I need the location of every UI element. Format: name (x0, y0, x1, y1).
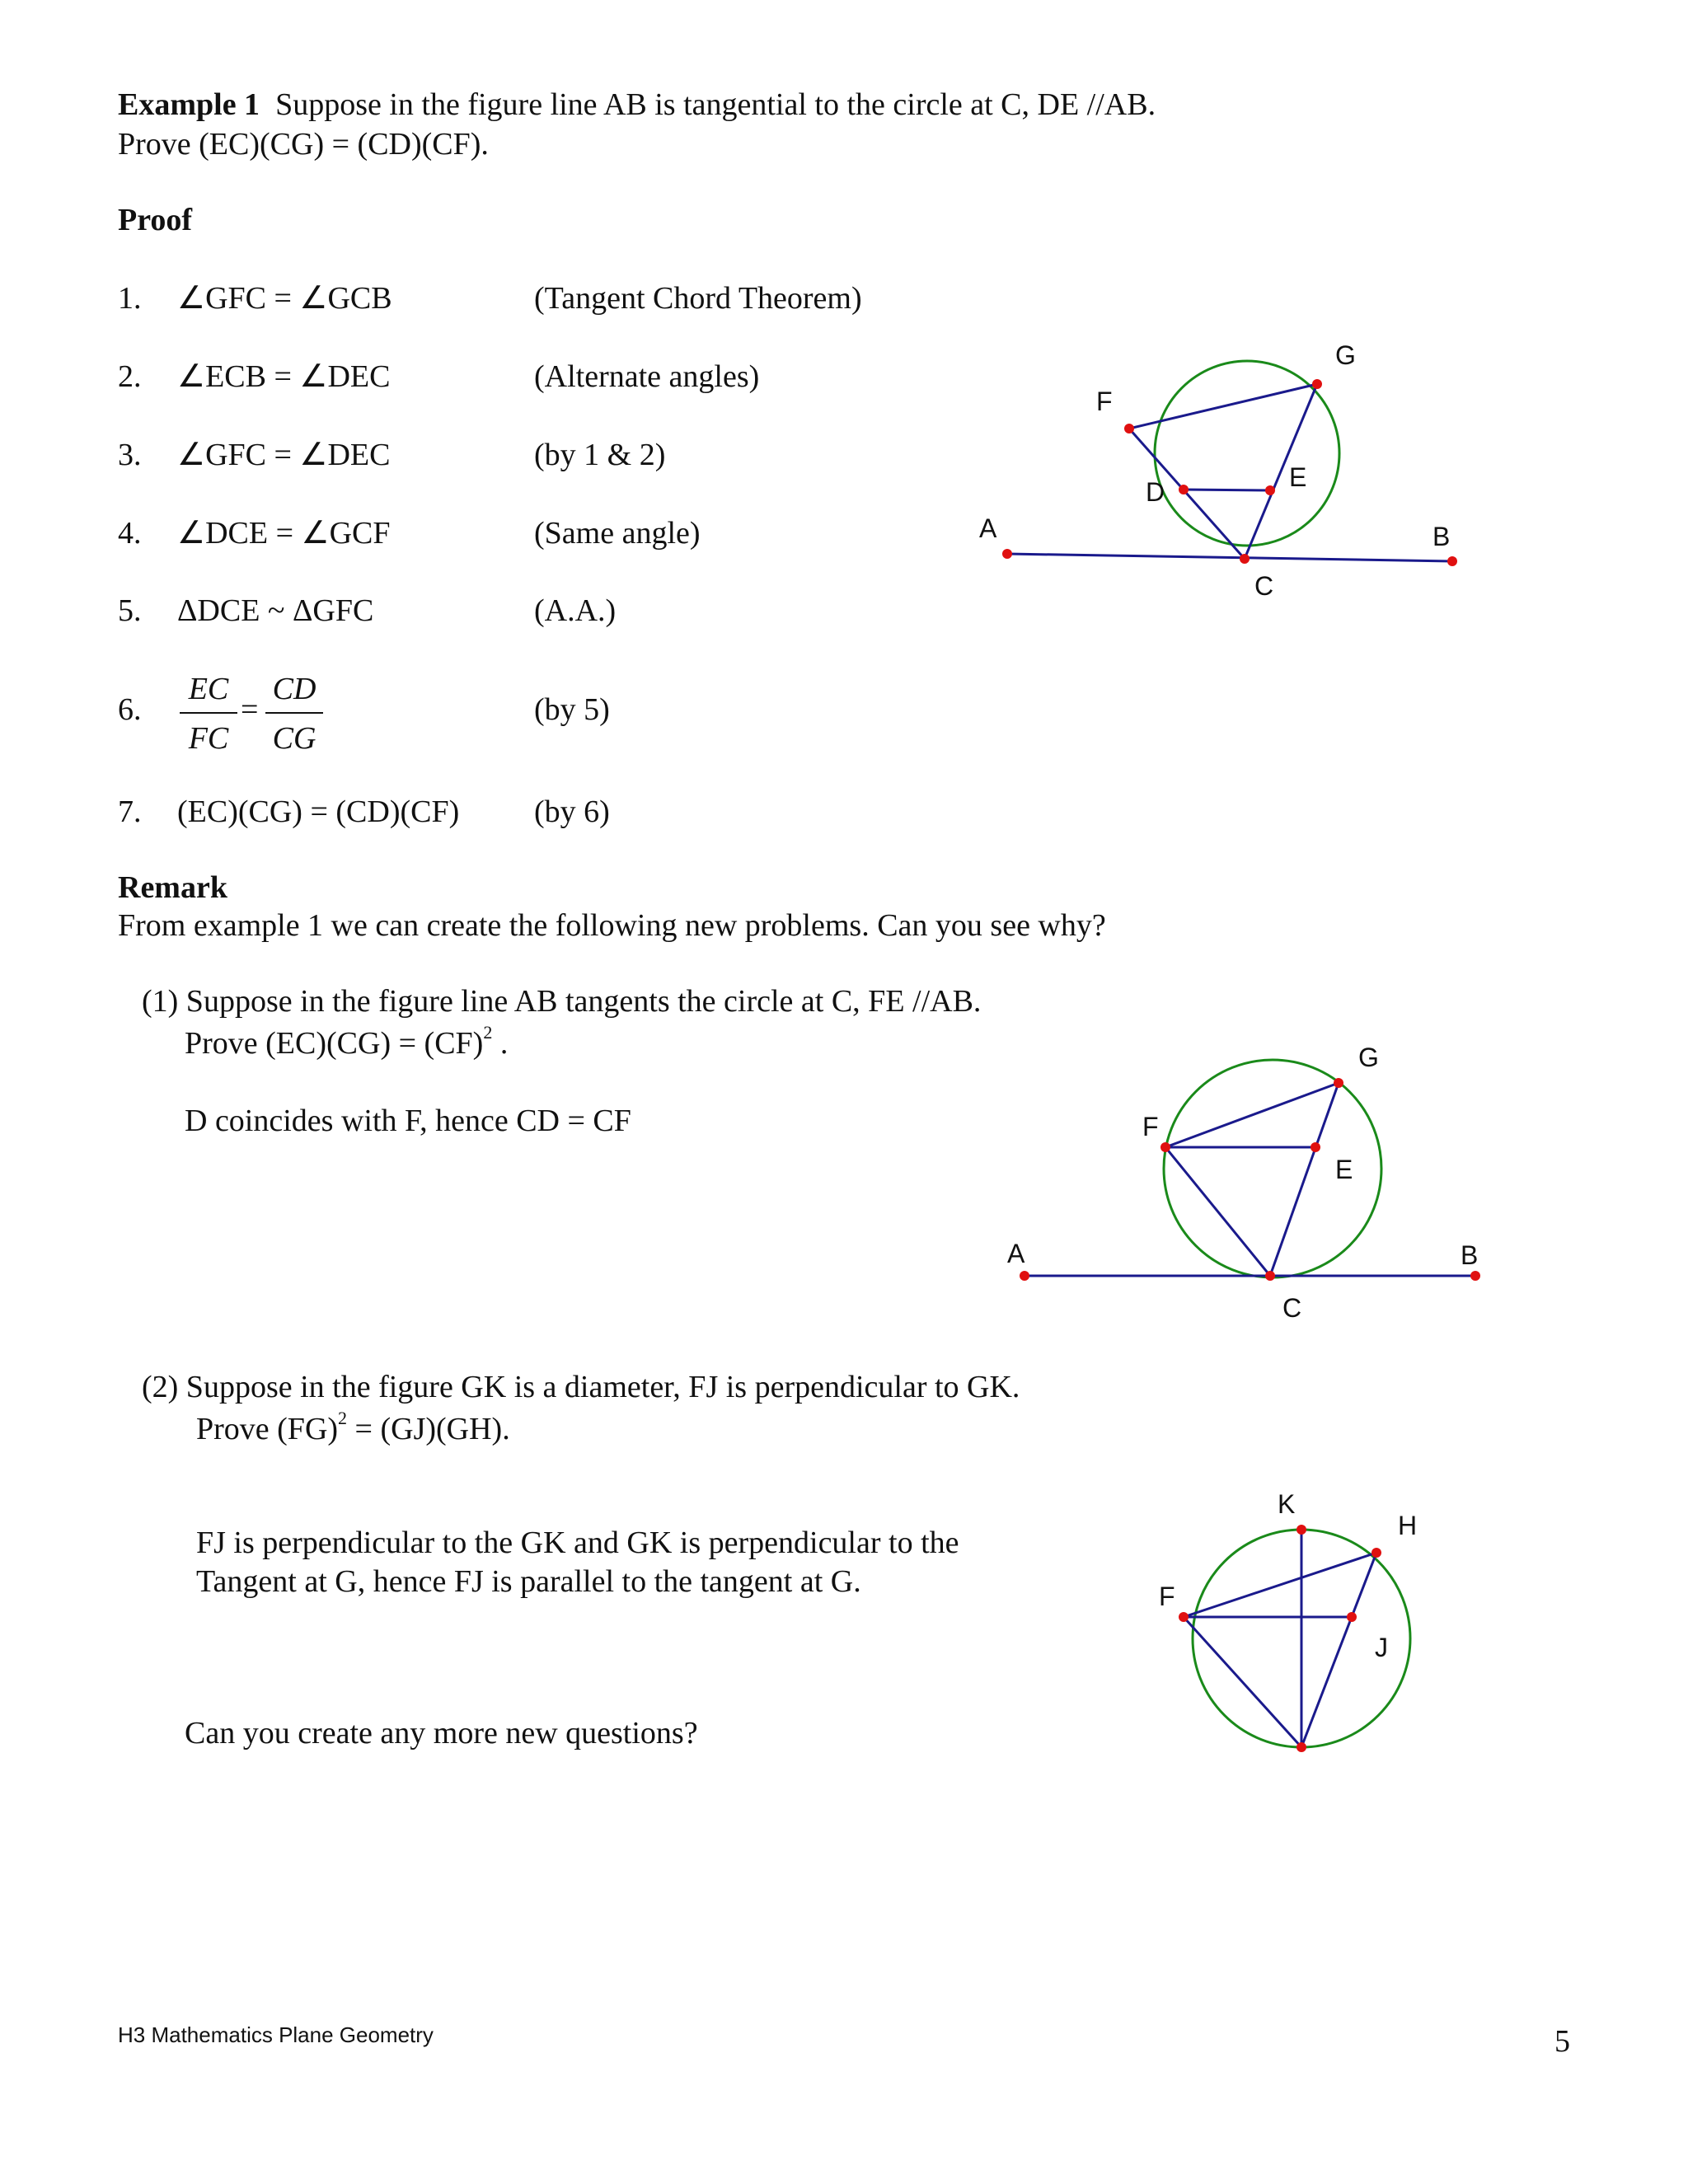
example-statement (118, 89, 1156, 120)
fig2-point-a (1020, 1271, 1029, 1281)
fig2-label-a: A (1007, 1239, 1025, 1268)
fig2-segment-fc (1165, 1147, 1270, 1276)
fraction-bar (265, 712, 323, 714)
figure-3-diameter (1137, 1475, 1451, 1772)
step-6-reason: (by 5) (534, 692, 610, 727)
fig1-label-d: D (1146, 477, 1165, 507)
problem-2-statement: (2) Suppose in the figure GK is a diameter, FJ is perpendicular to GK. (142, 1370, 1020, 1404)
problem-1-statement: (1) Suppose in the figure line AB tangents the circle at C, FE //AB. (142, 984, 982, 1019)
fig3-segment-hg (1301, 1553, 1376, 1747)
problem-1-prove (185, 1022, 509, 1061)
fig2-segments (1025, 1083, 1475, 1276)
fig2-point-b (1470, 1271, 1480, 1281)
fig1-segment-fg (1129, 384, 1317, 429)
fig2-point-f (1160, 1142, 1170, 1152)
step-1-statement: ∠GFC = ∠GCB (177, 281, 392, 316)
fig2-point-e (1311, 1142, 1320, 1152)
fig2-segment-fg (1165, 1083, 1339, 1147)
fraction-cd-cg-numerator: CD (272, 672, 316, 706)
step-6-num: 6. (118, 692, 142, 727)
fig1-points (1002, 379, 1457, 566)
proof-heading: Proof (118, 203, 193, 237)
step-4-statement: ∠DCE = ∠GCF (177, 516, 391, 551)
remark-intro: From example 1 we can create the following new problems. Can you see why? (118, 908, 1106, 943)
fig3-label-f: F (1159, 1582, 1175, 1611)
example-heading: Example 1 (118, 87, 260, 122)
footer-title: H3 Mathematics Plane Geometry (118, 2022, 434, 2047)
fig1-circle (1155, 361, 1339, 546)
fig1-point-d (1179, 485, 1189, 494)
fig2-label-f: F (1142, 1112, 1159, 1141)
fig1-point-c (1240, 554, 1250, 564)
fig1-point-f (1124, 424, 1134, 434)
fig3-point-g (1296, 1742, 1306, 1752)
closing-question: Can you create any more new questions? (185, 1716, 698, 1750)
example-statement-text: Suppose in the figure line AB is tangential to the circle at C, DE //AB. (275, 87, 1156, 122)
superscript: 2 (483, 1022, 493, 1043)
fig1-label-c: C (1254, 571, 1274, 601)
step-3-num: 3. (118, 438, 142, 472)
problem-2-prove-end: = (GJ)(GH). (347, 1412, 510, 1446)
fig2-label-c: C (1282, 1293, 1302, 1323)
fraction-ec-fc (180, 671, 237, 757)
step-2-num: 2. (118, 359, 142, 394)
fraction-bar (180, 712, 237, 714)
problem-2-prove (196, 1408, 510, 1446)
step-1-reason: (Tangent Chord Theorem) (534, 281, 862, 316)
fig1-label-g: G (1335, 340, 1356, 370)
step-2-statement: ∠ECB = ∠DEC (177, 359, 391, 394)
page-number: 5 (1554, 2024, 1570, 2059)
fig2-segment-gc (1270, 1083, 1339, 1276)
step-7-num: 7. (118, 794, 142, 829)
fig1-point-a (1002, 549, 1012, 559)
fig3-points (1179, 1525, 1381, 1752)
step-6-equals: = (241, 692, 259, 727)
problem-1-prove-text: Prove (EC)(CG) = (CF) (185, 1026, 484, 1061)
figure-2-tangent-chord (973, 1022, 1500, 1335)
fig2-label-e: E (1335, 1155, 1353, 1184)
superscript: 2 (338, 1408, 348, 1428)
fig3-point-j (1347, 1612, 1357, 1622)
problem-2-note-line2: Tangent at G, hence FJ is parallel to the tangent at G. (196, 1564, 861, 1599)
fig1-point-g (1312, 379, 1322, 389)
step-7-statement: (EC)(CG) = (CD)(CF) (177, 794, 460, 829)
fraction-cd-cg (265, 671, 323, 757)
fraction-ec-fc-numerator: EC (188, 672, 229, 706)
fig3-segment-fh (1184, 1553, 1376, 1617)
fig3-label-h: H (1398, 1511, 1418, 1540)
fraction-cd-cg-denominator: CG (272, 721, 316, 756)
step-7-reason: (by 6) (534, 794, 610, 829)
fig3-label-k: K (1278, 1489, 1296, 1519)
step-2-reason: (Alternate angles) (534, 359, 760, 394)
fig1-label-a: A (979, 513, 997, 543)
problem-1-prove-end: . (492, 1026, 509, 1061)
step-5-num: 5. (118, 593, 142, 628)
fig1-point-b (1447, 556, 1457, 566)
fig1-segments (1007, 384, 1452, 561)
fig1-line-ab (1007, 554, 1452, 561)
problem-2-prove-text: Prove (FG) (196, 1412, 339, 1446)
fig2-label-b: B (1461, 1240, 1479, 1270)
fig3-point-h (1372, 1548, 1381, 1558)
step-5-statement: ΔDCE ~ ΔGFC (177, 593, 374, 628)
fraction-ec-fc-denominator: FC (188, 721, 229, 756)
problem-2-note-line1: FJ is perpendicular to the GK and GK is perpendicular to the (196, 1526, 959, 1560)
fig2-label-g: G (1358, 1043, 1379, 1072)
fig1-point-e (1265, 485, 1275, 495)
fig1-label-e: E (1289, 462, 1307, 492)
fig1-label-b: B (1432, 522, 1451, 551)
step-3-reason: (by 1 & 2) (534, 438, 666, 472)
fig1-label-f: F (1096, 387, 1113, 416)
remark-heading: Remark (118, 870, 227, 905)
step-1-num: 1. (118, 281, 142, 316)
fig3-segments (1184, 1530, 1376, 1747)
fig3-label-j: J (1375, 1633, 1388, 1662)
figure-1-tangent-chord (948, 321, 1475, 610)
problem-1-note: D coincides with F, hence CD = CF (185, 1104, 631, 1138)
step-4-reason: (Same angle) (534, 516, 701, 551)
step-5-reason: (A.A.) (534, 593, 617, 628)
step-4-num: 4. (118, 516, 142, 551)
step-3-statement: ∠GFC = ∠DEC (177, 438, 391, 472)
fig3-point-k (1296, 1525, 1306, 1535)
fig3-point-f (1179, 1612, 1189, 1622)
fig2-point-c (1265, 1271, 1275, 1281)
fig2-point-g (1334, 1078, 1343, 1088)
example-prove: Prove (EC)(CG) = (CD)(CF). (118, 127, 489, 162)
